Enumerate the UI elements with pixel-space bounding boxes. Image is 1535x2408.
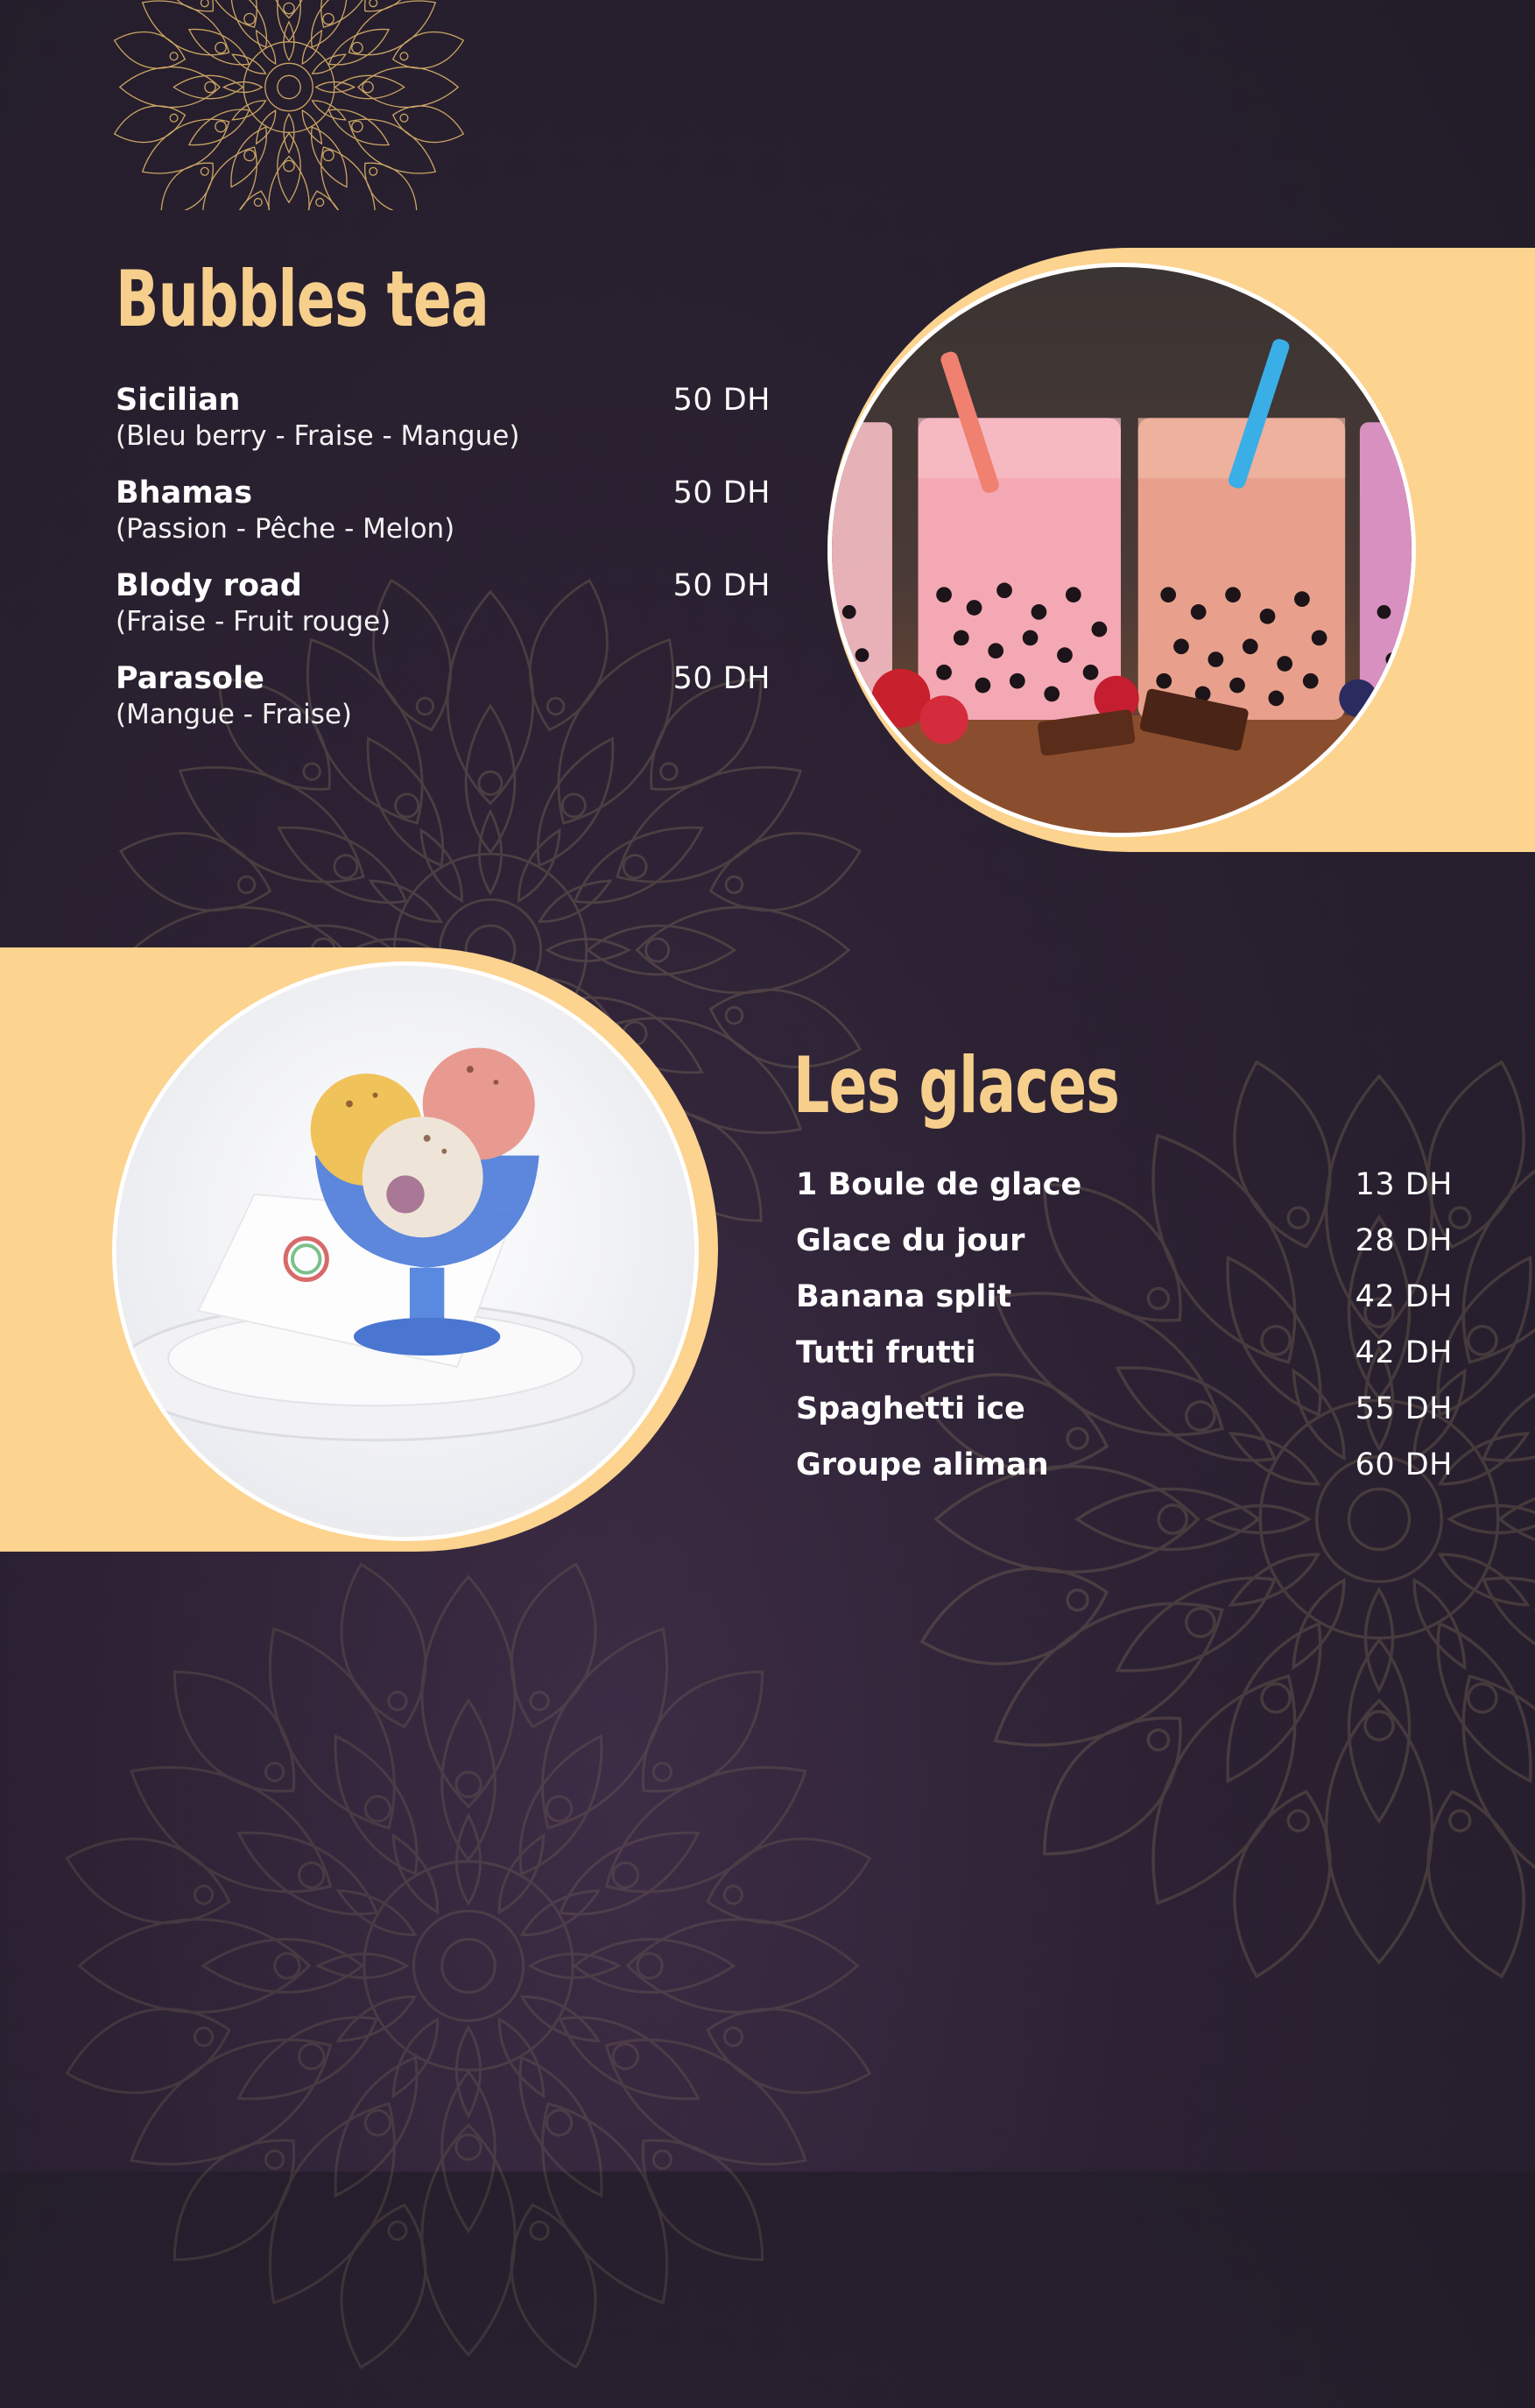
menu-item-tutti-frutti: [796, 1332, 1453, 1388]
les-glaces-menu: [796, 1164, 1453, 1500]
menu-item-description: (Passion - Pêche - Melon): [116, 513, 455, 545]
menu-item-glace-du-jour: [796, 1220, 1453, 1276]
menu-item-name: Banana split: [796, 1279, 1012, 1314]
menu-item-bhamas: [116, 474, 771, 567]
mandala-background-ornament: [26, 1524, 911, 2408]
menu-item-blody-road: [116, 567, 771, 659]
menu-item-price: 50 DH: [672, 661, 771, 696]
menu-item-name: Spaghetti ice: [796, 1391, 1025, 1426]
mandala-top-ornament: [96, 0, 482, 210]
menu-item-price: 42 DH: [1355, 1279, 1453, 1314]
les-glaces-title: Les glaces: [793, 1040, 1120, 1130]
menu-item-price: 28 DH: [1355, 1223, 1453, 1258]
menu-item-price: 42 DH: [1355, 1335, 1453, 1370]
menu-item-name: Glace du jour: [796, 1223, 1025, 1258]
menu-item-price: 60 DH: [1355, 1447, 1453, 1482]
menu-item-parasole: [116, 659, 771, 752]
menu-item-price: 13 DH: [1355, 1167, 1453, 1202]
menu-item-name: Tutti frutti: [796, 1335, 976, 1370]
menu-item-name: Sicilian: [116, 383, 241, 418]
menu-item-description: (Bleu berry - Fraise - Mangue): [116, 420, 520, 452]
menu-item-price: 50 DH: [672, 568, 771, 603]
menu-item-name: Bhamas: [116, 475, 253, 510]
menu-item-groupe-aliman: [796, 1444, 1453, 1500]
menu-item-price: 55 DH: [1355, 1391, 1453, 1426]
menu-item-spaghetti-ice: [796, 1388, 1453, 1444]
bubbles-tea-menu: [116, 381, 771, 752]
menu-item-price: 50 DH: [672, 475, 771, 510]
menu-item-description: (Mangue - Fraise): [116, 699, 353, 730]
menu-item-price: 50 DH: [672, 383, 771, 418]
menu-item-name: Groupe aliman: [796, 1447, 1049, 1482]
ice-cream-photo: [112, 961, 699, 1541]
menu-item-banana-split: [796, 1276, 1453, 1332]
bubbles-tea-title: Bubbles tea: [116, 254, 489, 344]
menu-item-name: Blody road: [116, 568, 302, 603]
menu-item-description: (Fraise - Fruit rouge): [116, 606, 391, 637]
menu-item-sicilian: [116, 381, 771, 474]
bubble-tea-photo: [827, 263, 1416, 837]
menu-item-name: 1 Boule de glace: [796, 1167, 1082, 1202]
menu-item-name: Parasole: [116, 661, 264, 696]
menu-item-boule-de-glace: [796, 1164, 1453, 1220]
